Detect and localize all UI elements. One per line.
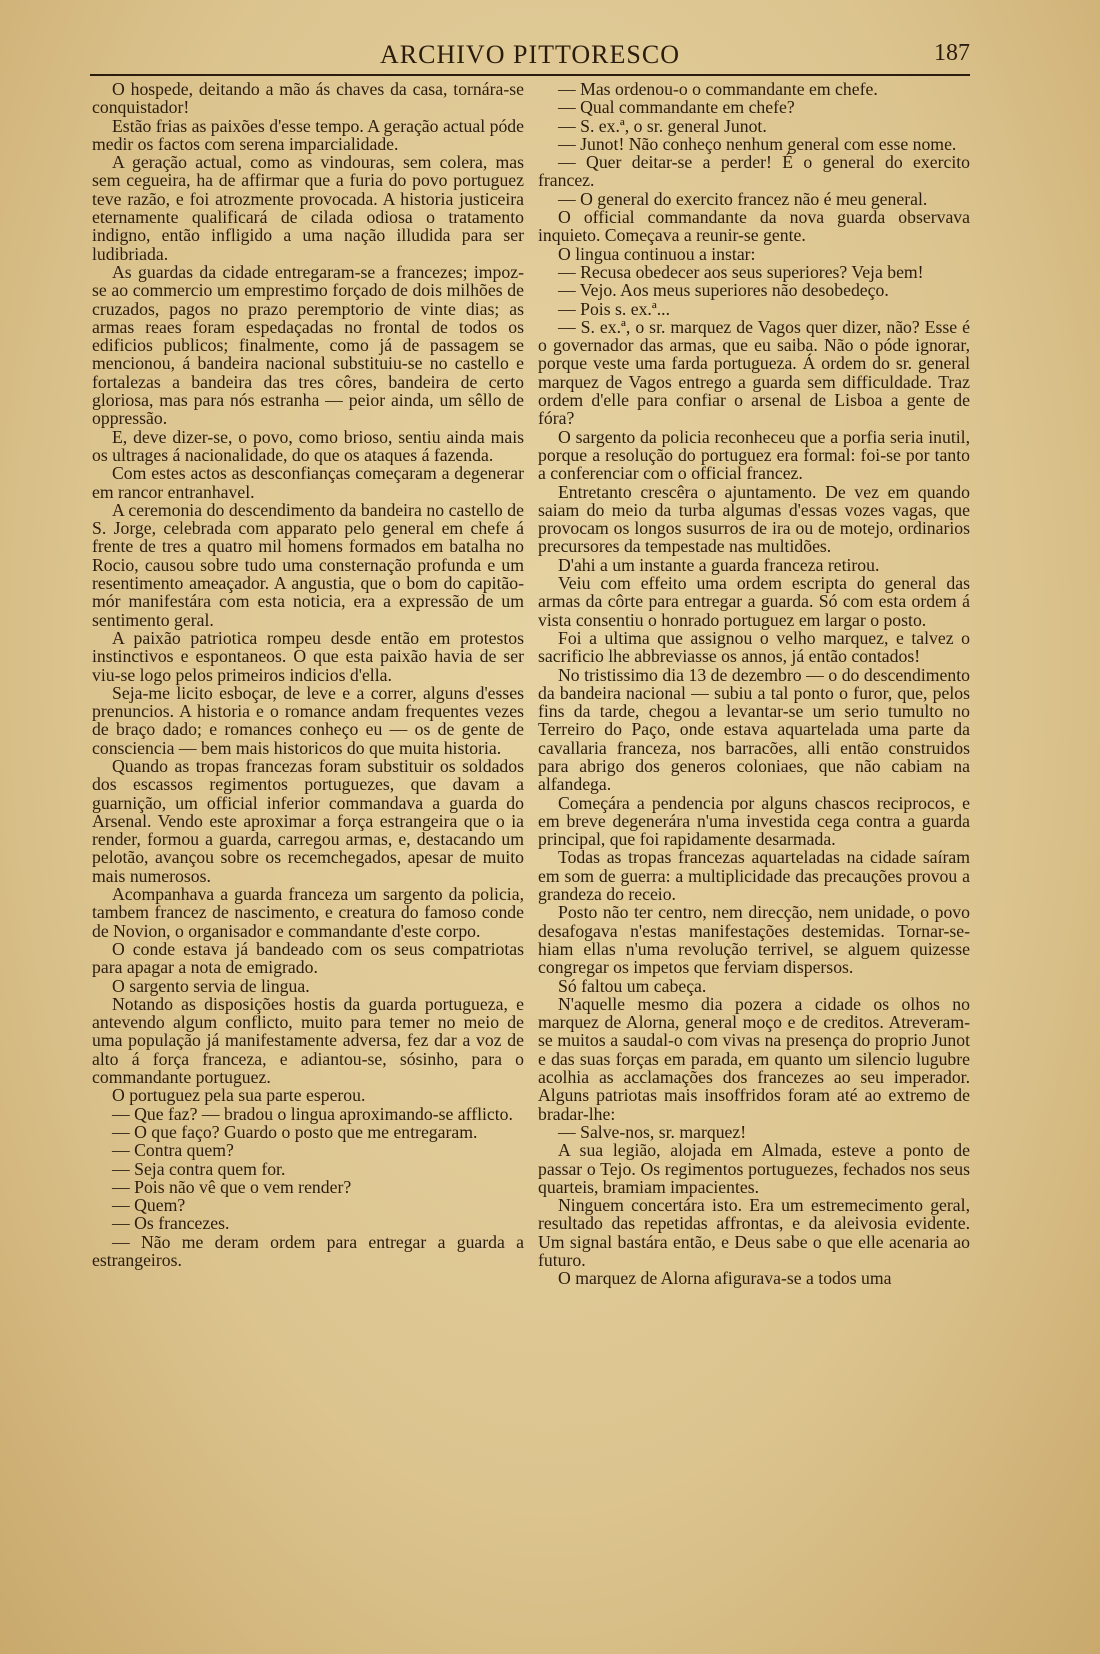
left-column	[92, 80, 524, 1620]
paragraph: Quando as tropas francezas foram substituir os soldados dos escassos regimentos portuguezes, que davam a guarnição, um official inferior commandava a guarda do Arsenal. Vendo este aproximar a força estrangeira que o ia render, formou a guarda, carregou armas, e, destacando um pelotão, avançou sobre os recemchegados, apesar de muito mais numerosos.	[92, 755, 524, 886]
paragraph: O lingua continuou a instar:	[558, 243, 756, 264]
paragraph: O conde estava já bandeado com os seus compatriotas para apagar a nota de emigrado.	[92, 938, 524, 978]
paragraph: Todas as tropas francezas aquarteladas na cidade saíram em som de guerra: a multiplicidade das precauções provou a grandeza do receio.	[538, 847, 970, 905]
paragraph: Veiu com effeito uma ordem escripta do general das armas da côrte para entregar a guarda. Só com esta ordem á vista consentiu o honrado portuguez em largar o posto.	[538, 573, 970, 630]
paragraph: O hospede, deitando a mão ás chaves da casa, tornára-se conquistador!	[92, 79, 524, 118]
paragraph: Posto não ter centro, nem direcção, nem unidade, o povo desafogava n'estas manifestações destemidas. Tornar-se-hiam ellas n'uma revolução terrivel, se alguem quizesse congregar os impetos que ferviam dispersos.	[538, 902, 970, 978]
paragraph: No tristissimo dia 13 de dezembro — o do descendimento da bandeira nacional — subiu a tal ponto o furor, que, pelos fins da tarde, chegou a levantar-se um serio tumulto no Terreiro do Paço, onde estava aquartelada uma parte da cavallaria franceza, nos barracões, alli então construidos para abrigo dos generos coloniaes, que não cabiam na alfandega.	[538, 664, 970, 795]
paragraph: Seja-me licito esboçar, de leve e a correr, alguns d'esses prenuncios. A historia e o romance andam frequentes vezes de braço dado; e romances conheço eu — os de gente de consciencia — bem mais historicos do que muita historia.	[92, 682, 524, 758]
paragraph: D'ahi a um instante a guarda franceza retirou.	[558, 554, 880, 575]
paragraph: — Não me deram ordem para entregar a guarda a estrangeiros.	[92, 1231, 524, 1270]
paragraph: — Quer deitar-se a perder! É o general do exercito francez.	[538, 152, 970, 191]
paragraph: — S. ex.ª, o sr. general Junot.	[558, 115, 767, 136]
paragraph: A paixão patriotica rompeu desde então em protestos instinctivos e espontaneos. O que esta paixão havia de ser viu-se logo pelos primeiros indicios d'ella.	[92, 627, 524, 685]
paragraph: As guardas da cidade entregaram-se a francezes; impoz-se ao commercio um emprestimo forçado de dois milhões de cruzados, pagos no prazo peremptorio de vinte dias; as armas reaes foram espedaçadas no frontal de todos os edificios publicos; finalmente, como já de passagem se mencionou, á bandeira nacional substituiu-se no castello e fortalezas a bandeira das tres côres, bandeira de certo gloriosa, mas para nós estranha — peior ainda, um sêllo de oppressão.	[92, 261, 524, 429]
paragraph: — Recusa obedecer aos seus superiores? Veja bem!	[558, 261, 924, 282]
paragraph: — Pois s. ex.ª...	[558, 298, 670, 319]
paragraph: — Mas ordenou-o o commandante em chefe.	[558, 79, 878, 99]
paragraph: Começára a pendencia por alguns chascos reciprocos, e em breve degenerára n'uma investida cega contra a guarda principal, que foi rapidamente desarmada.	[538, 792, 970, 850]
paragraph: — Pois não vê que o vem render?	[112, 1176, 352, 1197]
paragraph: Ninguem concertára isto. Era um estremecimento geral, resultado das repetidas affrontas, e da aleivosia evidente. Um signal bastára então, e Deus sabe o que elle acenaria ao futuro.	[538, 1195, 970, 1270]
paragraph: N'aquelle mesmo dia pozera a cidade os olhos no marquez de Alorna, general moço e de creditos. Atreveram-se muitos a saudal-o com vivas na presença do proprio Junot e das suas forças em parada, em quanto um silencio lugubre acolhia as acclamações dos francezes ao seu imperador. Alguns patriotas mais insoffridos foram até ao extremo de bradar-lhe:	[538, 993, 970, 1124]
paragraph: A sua legião, alojada em Almada, esteve a ponto de passar o Tejo. Os regimentos portuguezes, fechados nos seus quarteis, bramiam impacientes.	[538, 1140, 970, 1197]
paragraph: O sargento servia de lingua.	[112, 975, 310, 996]
paragraph: — Quem?	[112, 1195, 186, 1216]
paragraph: Acompanhava a guarda franceza um sargento da policia, tambem francez de nascimento, e creatura do famoso conde de Novion, o organisador e commandante d'este corpo.	[92, 884, 524, 941]
paragraph: A geração actual, como as vindouras, sem colera, mas sem cegueira, ha de affirmar que a furia do povo portuguez teve razão, e foi atrozmente provocada. A historia justiceira eternamente qualificará de cilada odiosa o tratamento indigno, então infligido a uma nação illudida para ser ludibriada.	[92, 152, 524, 264]
paragraph: — Qual commandante em chefe?	[558, 97, 795, 118]
paragraph: — Que faz? — bradou o lingua aproximando-se afflicto.	[112, 1103, 513, 1124]
paragraph: O marquez de Alorna afigurava-se a todos uma	[558, 1268, 892, 1289]
paragraph: O portuguez pela sua parte esperou.	[112, 1085, 366, 1106]
paragraph: O official commandante da nova guarda observava inquieto. Começava a reunir-se gente.	[538, 207, 970, 246]
paragraph: Estão frias as paixões d'esse tempo. A geração actual póde medir os factos com serena imparcialidade.	[92, 115, 524, 154]
paragraph: — Os francezes.	[112, 1213, 230, 1234]
paragraph: O sargento da policia reconheceu que a porfia seria inutil, porque a resolução do portuguez era formal: foi-se por tanto a conferenciar com o official francez.	[538, 426, 970, 484]
paragraph: A ceremonia do descendimento da bandeira no castello de S. Jorge, celebrada com apparato pelo general em chefe á frente de tres a quatro mil homens formados em batalha no Rocio, causou sobre tudo uma consternação profunda e um resentimento ameaçador. A angustia, que o bom do capitão-mór manifestára com esta noticia, era a expressão de um sentimento geral.	[92, 499, 524, 630]
paragraph: Foi a ultima que assignou o velho marquez, e talvez o sacrificio lhe abbreviasse os annos, já então contados!	[538, 627, 970, 667]
paragraph: — O general do exercito francez não é meu general.	[558, 188, 928, 209]
paragraph: — Vejo. Aos meus superiores não desobedeço.	[558, 280, 889, 301]
page-header	[90, 38, 970, 76]
paragraph: Com estes actos as desconfianças começaram a degenerar em rancor entranhavel.	[92, 463, 524, 502]
paragraph: Notando as disposições hostis da guarda portugueza, e antevendo algum conflicto, muito para temer no meio de uma população já manifestamente adversa, fez dar a voz de alto á força franceza, e adiantou-se, sósinho, para o commandante portuguez.	[92, 993, 524, 1088]
paragraph: Só faltou um cabeça.	[558, 975, 707, 996]
paragraph: — Junot! Não conheço nenhum general com esse nome.	[558, 133, 957, 154]
right-column	[538, 80, 970, 1620]
publication-title: ARCHIVO PITTORESCO	[380, 40, 680, 69]
paragraph: — Salve-nos, sr. marquez!	[558, 1121, 747, 1142]
paragraph: Entretanto crescêra o ajuntamento. De vez em quando saiam do meio da turba algumas d'essas vozes vagas, que provocam os longos susurros de ira ou de motejo, ordinarios precursores da tempestade nas multidões.	[538, 481, 970, 557]
paragraph: — O que faço? Guardo o posto que me entregaram.	[112, 1121, 478, 1142]
paragraph: — Contra quem?	[112, 1140, 234, 1161]
paragraph: E, deve dizer-se, o povo, como brioso, sentiu ainda mais os ultrages á nacionalidade, do que os ataques á fazenda.	[92, 426, 524, 465]
paragraph: — Seja contra quem for.	[112, 1158, 286, 1179]
page-number: 187	[934, 40, 970, 66]
paragraph: — S. ex.ª, o sr. marquez de Vagos quer dizer, não? Esse é o governador das armas, que eu saiba. Não o póde ignorar, porque veste uma farda portugueza. Á ordem do sr. general marquez de Vagos entrego a guarda sem difficuldade. Traz ordem d'elle para confiar o arsenal de Lisboa a gente de fóra?	[538, 316, 970, 429]
